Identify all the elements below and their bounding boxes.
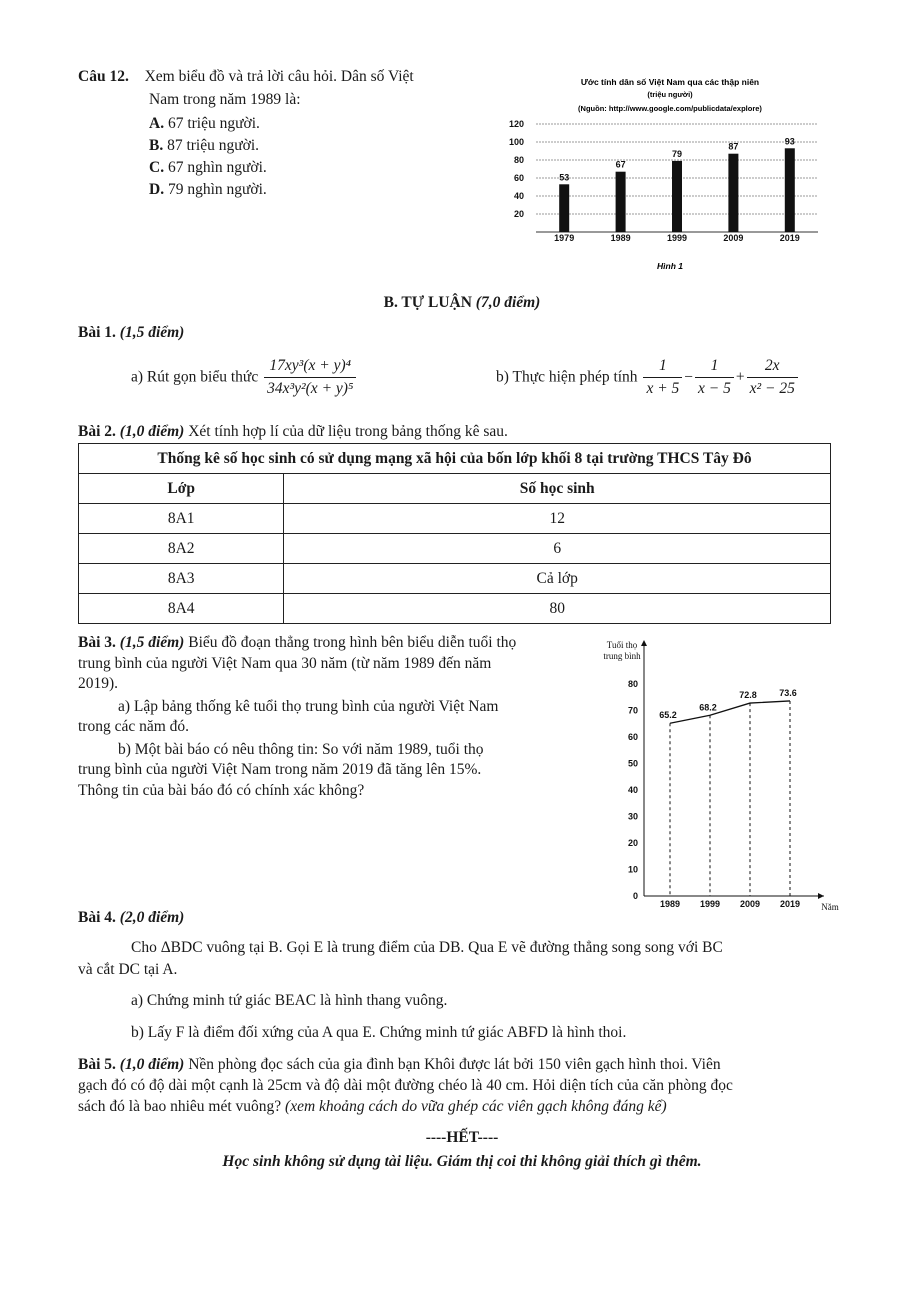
line-x-tick-label: 1999	[699, 899, 721, 909]
q12-label: Câu 12.	[78, 68, 129, 85]
line-x-tick-label: 2009	[739, 899, 761, 909]
bar-chart-title: Ước tính dân số Việt Nam qua các thập niên	[580, 77, 760, 87]
line-x-tick-label: 1989	[659, 899, 681, 909]
population-bar-chart	[500, 70, 830, 275]
bar-x-tick-label: 1999	[666, 233, 688, 243]
line-y-axis-arrow	[641, 640, 647, 646]
line-x-tick-label: 2019	[779, 899, 801, 909]
line-data-label: 65.2	[659, 710, 677, 721]
bar-x-tick-label: 1989	[610, 233, 631, 243]
bar	[672, 161, 682, 232]
table-header-so: Số học sinh	[284, 474, 831, 504]
line-data-label: 73.6	[779, 687, 797, 698]
end-marker: ----HẾT----	[425, 1129, 499, 1146]
bai5-text: Bài 5. (1,0 điểm) Nền phòng đọc sách của gia đình bạn Khôi được lát bởi 150 viên gạch hình thoi. Viên gạch đó có độ dài một cạnh là 25cm và độ dài một đường chéo là 40 cm. Hỏi diện tích của căn phòng đọc sách đó là bao nhiêu mét vuông? (xem khoảng cách do vữa ghép các viên gạch không đáng kể)	[78, 1056, 733, 1115]
line-y-tick-label: 50	[627, 758, 638, 769]
bar-chart-subtitle: (triệu người)	[647, 90, 693, 99]
bar-chart-source: (Nguồn: http://www.google.com/publicdata/explore)	[578, 104, 762, 113]
line-chart-ylabel-1: Tuổi thọ	[606, 640, 638, 650]
line-data-label: 72.8	[739, 690, 757, 701]
bar-data-label: 93	[784, 136, 795, 147]
q12-option-d: D. 79 nghìn người.	[149, 181, 267, 198]
q12-stem	[78, 66, 414, 88]
bai1-part-a: a) Rút gọn biểu thức $\frac{\text{17xy³(x + y)⁴}}{\text{34x³y²(x + y)⁵}}$	[131, 355, 358, 400]
line-y-tick-label: 80	[627, 679, 638, 689]
bar	[616, 172, 626, 232]
q12-stem-line2: Nam trong năm 1989 là:	[149, 91, 301, 108]
bai4-line1: Cho ΔBDC vuông tại B. Gọi E là trung điểm của DB. Qua E vẽ đường thẳng song song với BC	[131, 939, 723, 956]
line-y-tick-label: 10	[627, 864, 638, 875]
table-row: 8A3 Cả lớp	[79, 564, 831, 594]
line-chart-xlabel: Năm	[821, 902, 839, 912]
q12-option-b: B. 87 triệu người.	[149, 137, 260, 154]
line-y-tick-label: 0	[632, 891, 638, 901]
bar-y-tick-label: 80	[513, 155, 524, 165]
line-y-tick-label: 70	[627, 705, 638, 716]
bai4-heading: Bài 4. (2,0 điểm)	[78, 909, 185, 926]
life-expectancy-line-chart	[592, 634, 850, 916]
line-y-tick-label: 60	[627, 732, 638, 742]
bar-y-tick-label: 120	[508, 119, 524, 129]
bar-data-label: 53	[559, 172, 570, 183]
bai1-a-fraction: $\frac{\text{17xy³(x + y)⁴}}{\text{34x³y²(x + y)⁵}}$	[264, 355, 356, 400]
bar-y-tick-label: 20	[513, 209, 524, 219]
bar-chart-caption: Hình 1	[657, 261, 683, 271]
table-row: 8A1 12	[79, 504, 831, 534]
q12-option-a: A. 67 triệu người.	[149, 115, 260, 132]
bar-x-tick-label: 1979	[554, 233, 575, 243]
footer-note: Học sinh không sử dụng tài liệu. Giám thị coi thi không giải thích gì thêm.	[222, 1153, 702, 1170]
table-header-lop: Lớp	[79, 474, 284, 504]
bar	[785, 148, 795, 232]
q12-stem-line1: Xem biểu đồ và trả lời câu hỏi. Dân số Việt	[144, 68, 414, 85]
table-row: 8A4 80	[79, 594, 831, 624]
line-x-axis-arrow	[818, 893, 824, 899]
bai4-part-b: b) Lấy F là điểm đối xứng của A qua E. Chứng minh tứ giác ABFD là hình thoi.	[131, 1024, 627, 1041]
section-b-heading: B. TỰ LUẬN (7,0 điểm)	[383, 294, 541, 311]
table-row: 8A2 6	[79, 534, 831, 564]
bar-data-label: 67	[615, 159, 626, 170]
bar	[728, 154, 738, 232]
bar	[559, 184, 569, 232]
bar-x-tick-label: 2009	[723, 233, 744, 243]
bai1-heading: Bài 1. (1,5 điểm)	[78, 324, 185, 341]
bai2-heading: Bài 2. (1,0 điểm) Xét tính hợp lí của dữ liệu trong bảng thống kê sau.	[78, 423, 508, 440]
bai4-line2: và cắt DC tại A.	[78, 961, 178, 978]
bar-data-label: 79	[671, 148, 683, 159]
bai4-part-a: a) Chứng minh tứ giác BEAC là hình thang vuông.	[131, 992, 448, 1009]
q12-options	[149, 113, 267, 201]
bar-y-tick-label: 60	[513, 173, 524, 183]
line-y-tick-label: 30	[627, 811, 638, 822]
table-title: Thống kê số học sinh có sử dụng mạng xã hội của bốn lớp khối 8 tại trường THCS Tây Đô	[79, 444, 831, 474]
stats-table	[78, 443, 831, 624]
line-y-tick-label: 20	[627, 838, 638, 848]
line-chart-ylabel-2: trung bình	[603, 651, 641, 661]
line-y-tick-label: 40	[627, 785, 638, 795]
q12-option-c: C. 67 nghìn người.	[149, 159, 267, 176]
line-series	[670, 701, 790, 723]
bai1-part-b: b) Thực hiện phép tính $\frac{1}{x + 5}$ − $\frac{1}{x - 5}$ + $\frac{2x}{\text{x² − 25}}$	[496, 355, 800, 400]
bar-data-label: 87	[728, 141, 739, 152]
line-data-label: 68.2	[699, 702, 717, 713]
bar-y-tick-label: 100	[508, 137, 524, 147]
bai3-text: Bài 3. (1,5 điểm) Biểu đồ đoạn thẳng trong hình bên biểu diễn tuổi thọ trung bình của người Việt Nam qua 30 năm (từ năm 1989 đến năm 2019). a) Lập bảng thống kê tuổi thọ trung bình của người Việt Nam trong các năm đó. b) Một bài báo có nêu thông tin: So với năm 1989, tuổi thọ trung bình của người Việt Nam trong năm 2019 đã tăng lên 15%. Thông tin của bài báo đó có chính xác không?	[78, 634, 517, 799]
bar-x-tick-label: 2019	[779, 233, 800, 243]
bar-y-tick-label: 40	[513, 191, 524, 201]
